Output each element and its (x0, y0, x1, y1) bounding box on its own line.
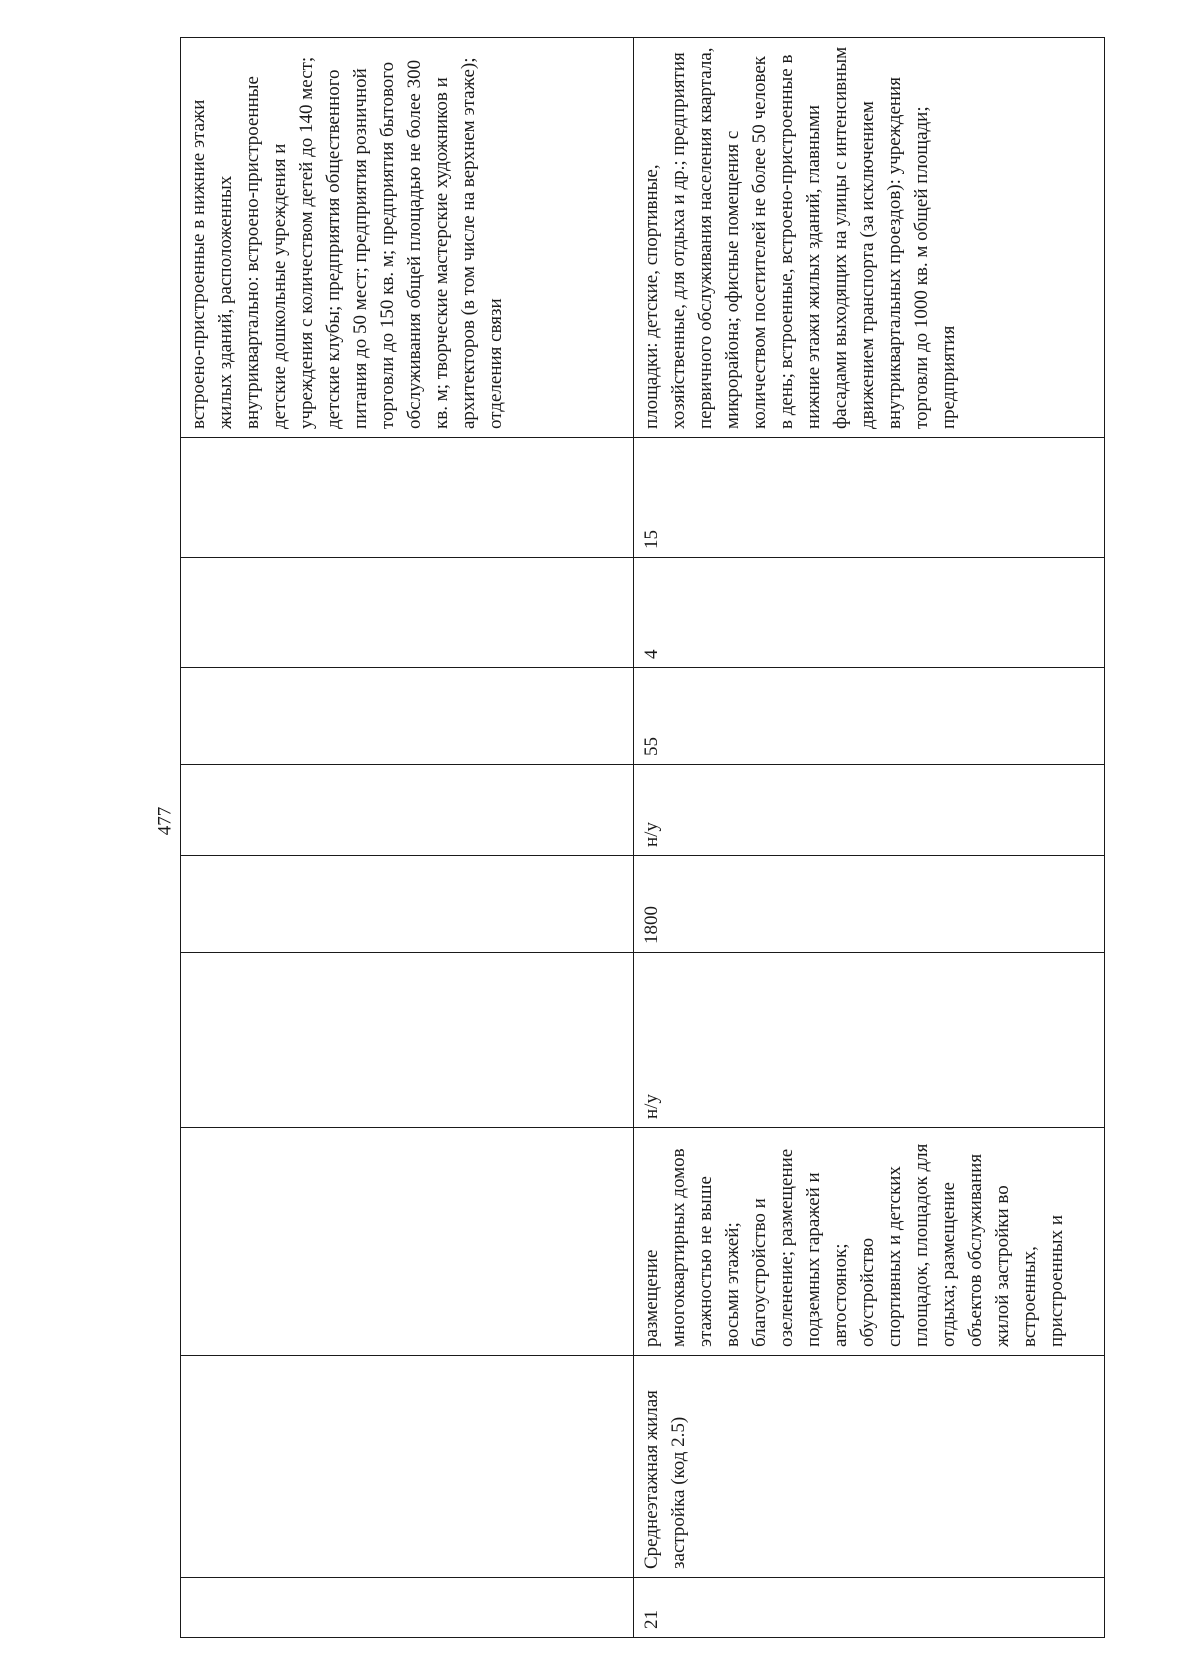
cell-col6-text: н/у (641, 822, 662, 847)
cell-col6 (634, 765, 1105, 856)
cell-col5 (634, 856, 1105, 953)
cell-use-name (634, 1356, 1105, 1578)
cell-col8-text: 4 (641, 649, 662, 659)
cell-col6 (181, 765, 634, 856)
cell-col9 (181, 438, 634, 558)
page-number (150, 801, 180, 841)
cell-aux-use-text: встроено-пристроенные в нижние этажи жилых зданий, расположенных внутриквартально: встроено-пристроенные детские дошкольные учреждения и учреждения с количеством детей до 140 мест; детские клубы; предприятия общественного питания до 50 мест; предприятия розничной торговли до 150 кв. м; предприятия бытового обслуживания общей площадью не более 300 кв. м; творческие мастерские художников и архитекторов (в том числе на верхнем этаже); отделения связи (188, 56, 506, 429)
cell-col9 (634, 438, 1105, 558)
cell-col7 (181, 668, 634, 765)
page-number-text: 477 (154, 806, 175, 836)
cell-aux-use (181, 38, 634, 438)
cell-number (181, 1578, 634, 1638)
table-row-21 (634, 38, 1105, 1638)
cell-col4-text: н/у (641, 1094, 662, 1119)
cell-col7-text: 55 (641, 737, 662, 756)
cell-use-name (181, 1356, 634, 1578)
cell-col5 (181, 856, 634, 953)
cell-number-text: 21 (641, 1610, 662, 1629)
cell-use-name-text: Среднеэтажная жилая застройка (код 2.5) (641, 1390, 689, 1569)
cell-main-use-text: размещение многоквартирных домов этажностью не выше восьми этажей; благоустройство и озеленение; размещение подземных гаражей и автостоянок; обустройство спортивных и детских площадок, площадок для отдыха; размещение объектов обслуживания жилой застройки во встроенных, пристроенных и (641, 1143, 1067, 1347)
cell-number (634, 1578, 1105, 1638)
cell-main-use (634, 1128, 1105, 1356)
cell-aux-use-text: площадки: детские, спортивные, хозяйственные, для отдыха и др.; предприятия первичного обслуживания населения квартала, микрорайона; офисные помещения с количеством посетителей не более 50 человек в день; встроенные, встроено-пристроенные в нижние этажи жилых зданий, главными фасадами выходящих на улицы с интенсивным движением транспорта (за исключением внутриквартальных проездов): учреждения торговли до 1000 кв. м общей площади; предприятия (641, 46, 959, 429)
cell-col4 (181, 953, 634, 1128)
cell-col9-text: 15 (641, 530, 662, 549)
cell-aux-use (634, 38, 1105, 438)
cell-col5-text: 1800 (641, 906, 662, 944)
zoning-regulations-table (180, 37, 1105, 1638)
cell-col8 (634, 558, 1105, 668)
cell-col7 (634, 668, 1105, 765)
cell-col4 (634, 953, 1105, 1128)
scanned-table-frame (180, 38, 1101, 1638)
cell-main-use (181, 1128, 634, 1356)
table-row-continuation (181, 38, 634, 1638)
cell-col8 (181, 558, 634, 668)
